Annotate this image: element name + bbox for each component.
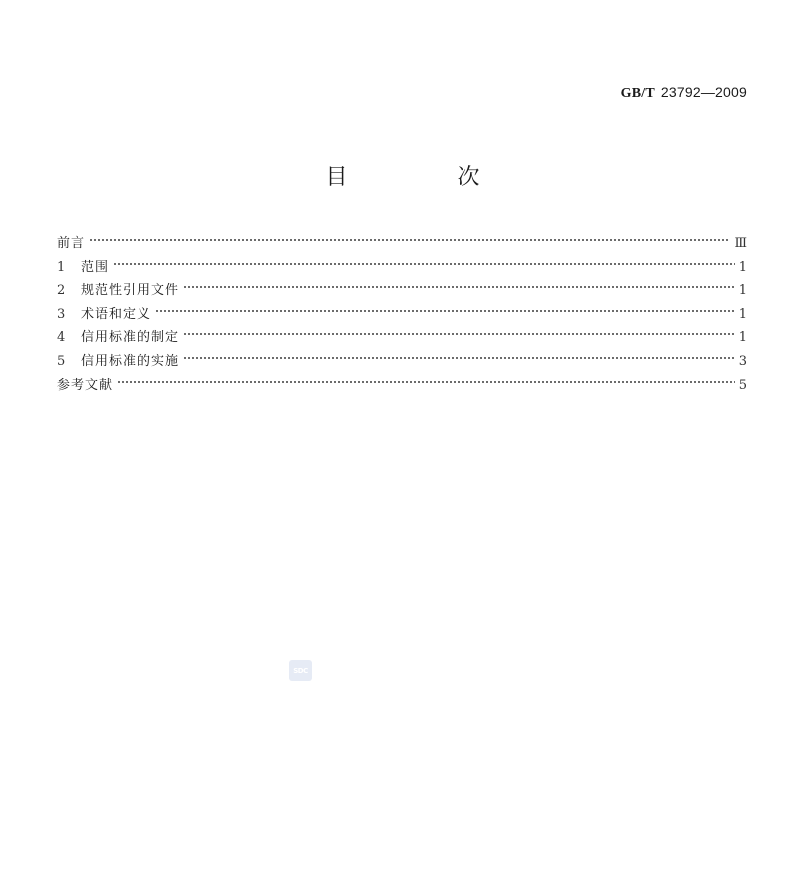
toc-entry-label: 信用标准的制定 bbox=[81, 330, 180, 346]
standard-number-value: 23792—2009 bbox=[660, 84, 747, 100]
toc-entry-label: 参考文献 bbox=[57, 377, 114, 393]
toc-entry-page: 1 bbox=[738, 259, 747, 275]
table-of-contents bbox=[57, 232, 747, 397]
toc-entry-standard-implementation[interactable] bbox=[57, 350, 747, 374]
toc-dot-leader bbox=[183, 281, 735, 293]
toc-entry-label: 前言 bbox=[57, 236, 86, 251]
toc-entry-page: 1 bbox=[738, 330, 747, 346]
toc-entry-scope[interactable] bbox=[57, 256, 747, 280]
toc-dot-leader bbox=[89, 234, 730, 246]
toc-entry-number: 1 bbox=[57, 259, 66, 275]
toc-entry-foreword[interactable] bbox=[57, 232, 747, 256]
toc-entry-page: Ⅲ bbox=[734, 236, 747, 251]
toc-dot-leader bbox=[113, 258, 735, 270]
standard-number bbox=[621, 84, 747, 102]
toc-entry-number: 5 bbox=[57, 353, 66, 369]
watermark-logo-icon bbox=[289, 660, 312, 681]
toc-entry-label: 规范性引用文件 bbox=[81, 283, 180, 299]
toc-entry-label: 术语和定义 bbox=[81, 306, 152, 322]
toc-dot-leader bbox=[117, 376, 735, 388]
toc-entry-number: 2 bbox=[57, 283, 66, 299]
toc-entry-page: 1 bbox=[738, 306, 747, 322]
toc-entry-normative-references[interactable] bbox=[57, 279, 747, 303]
toc-entry-number: 4 bbox=[57, 330, 66, 346]
watermark-logo-text: SDC bbox=[293, 666, 308, 675]
toc-entry-label: 信用标准的实施 bbox=[81, 353, 180, 369]
toc-entry-page: 5 bbox=[738, 377, 747, 393]
standard-code: GB/T bbox=[620, 86, 655, 101]
toc-dot-leader bbox=[183, 328, 735, 340]
toc-entry-page: 1 bbox=[738, 283, 747, 299]
toc-entry-number: 3 bbox=[57, 306, 66, 322]
toc-entry-page: 3 bbox=[738, 353, 747, 369]
toc-entry-bibliography[interactable] bbox=[57, 374, 747, 398]
toc-entry-label: 范围 bbox=[81, 259, 110, 275]
toc-entry-standard-formulation[interactable] bbox=[57, 326, 747, 350]
toc-entry-terms-definitions[interactable] bbox=[57, 303, 747, 327]
toc-dot-leader bbox=[183, 352, 735, 364]
toc-dot-leader bbox=[155, 305, 735, 317]
toc-title: 目 次 bbox=[325, 165, 524, 190]
